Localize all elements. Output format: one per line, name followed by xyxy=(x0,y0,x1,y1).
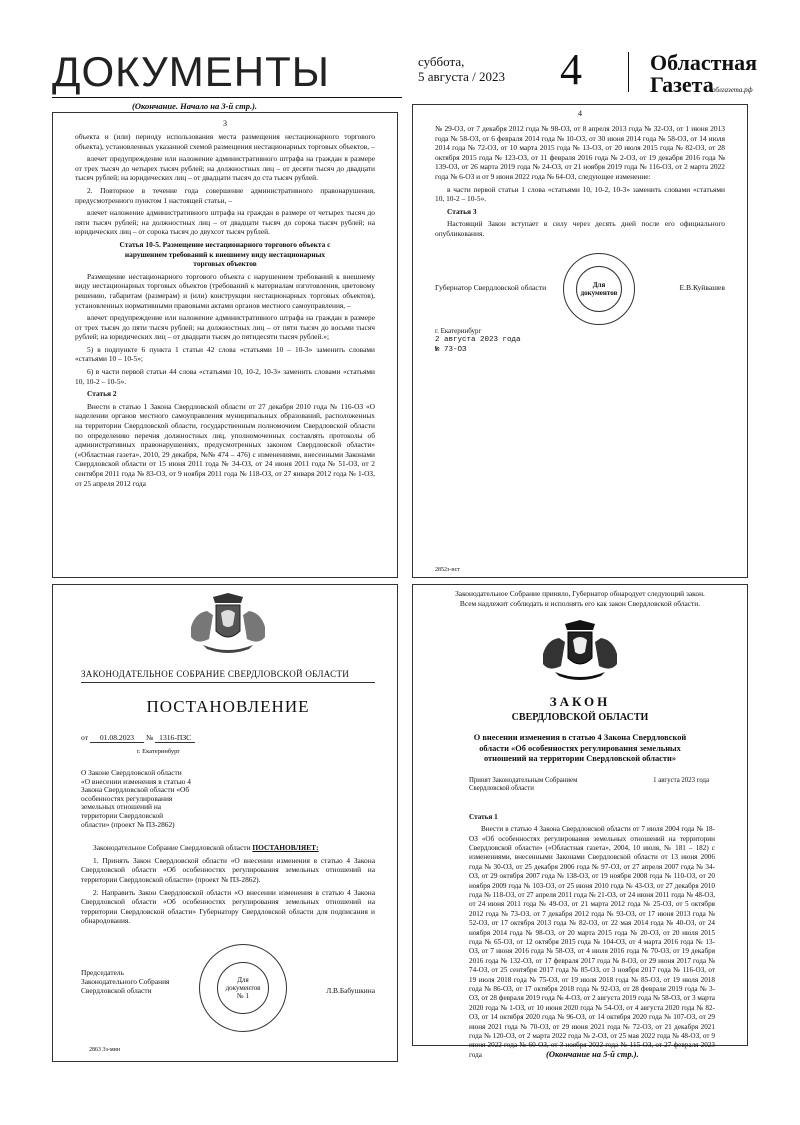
paragraph: 2. Повторное в течение года совершение административного правонарушения, предусмотренного пунктом 1 настоящей статьи, – xyxy=(75,185,375,205)
law-number: № 73-ОЗ xyxy=(435,345,467,354)
paragraph: 2. Направить Закон Свердловской области «О внесении изменения в статью 4 Закона Свердловской области «Об особенностях регулирования земельных отношений на территории Свердловской области» Губернатору Свердловской области для подписания и обнародования. xyxy=(81,887,375,926)
issue-date xyxy=(418,54,505,84)
stamp-text: Для xyxy=(237,975,249,984)
paragraph: 5) в подпункте 6 пункта 1 статьи 42 слова «статьями 10 – 10-3» заменить словами «статьями 10 – 10-5»; xyxy=(75,344,375,364)
stamp-center xyxy=(217,962,269,1014)
law-intro xyxy=(429,589,731,608)
paragraph: Внести в статью 1 Закона Свердловской области от 27 декабря 2010 года № 116-ОЗ «О наделении органов местного самоуправления муниципальных образований, расположенных на территории Свердловской области, государственным полномочием Свердловской области по определению перечня должностных лиц, уполномоченных составлять протоколы об административных правонарушениях, предусмотренных законом Свердловской области» («Областная газета», 2010, 29 декабря, №№ 474 – 476) с изменениями, внесенными Законами Свердловской области от 15 июня 2011 года № 34-ОЗ, от 24 июня 2011 года № 51-ОЗ, от 2 сентября 2011 года № 83-ОЗ, от 9 ноября 2011 года № 118-ОЗ, от 27 января 2012 года № 1-ОЗ, от 25 апреля 2012 года xyxy=(75,401,375,488)
official-stamp xyxy=(563,253,635,325)
resolution-city: г. Екатеринбург xyxy=(137,748,181,755)
document-title: ПОСТАНОВЛЕНИЕ xyxy=(146,697,310,716)
chair-title-line: Свердловской области xyxy=(81,985,152,995)
article-label: Статья 2 xyxy=(87,389,117,399)
chair-title xyxy=(81,968,169,995)
resolution-intro: Законодательное Собрание Свердловской области xyxy=(93,843,251,853)
governor-name: Е.В.Куйвашев xyxy=(679,282,725,292)
adopted-line: Принят Законодательным Собранием xyxy=(469,776,578,784)
stamp-text: Для xyxy=(592,280,606,289)
panel-text xyxy=(75,132,375,488)
article-label: Статья 1 xyxy=(469,812,498,821)
law-registration xyxy=(435,327,725,355)
header-divider xyxy=(628,52,629,92)
article-heading: Статья 10-5. Размещение нестационарного торгового объекта с нарушением требований к внешнему виду нестационарных торговых объектов xyxy=(119,239,331,269)
coat-of-arms-icon xyxy=(535,620,625,682)
law-date: 2 августа 2023 года xyxy=(435,335,521,344)
law-city: г. Екатеринбург xyxy=(435,326,482,335)
stamp-center xyxy=(576,266,622,312)
paragraph: влечет предупреждение или наложение административного штрафа на граждан в размере от трех тысяч до пяти тысяч рублей; на должностных лиц – от пяти тысяч до восьми тысяч рублей; на юридических лиц – от двадцати тысяч до пятидесяти тысяч рублей.»; xyxy=(75,313,375,342)
issue-date-text: 5 августа / 2023 xyxy=(418,69,505,84)
resolution-intro-bold: ПОСТАНОВЛЯЕТ: xyxy=(252,843,319,853)
governor-label: Губернатор Свердловской области xyxy=(435,282,547,292)
stamp-text: документов xyxy=(580,288,618,297)
paragraph: Настоящий Закон вступает в силу через десять дней после его официального опубликования. xyxy=(435,219,725,238)
number-label: № xyxy=(146,733,154,742)
article-label: Статья 3 xyxy=(447,206,477,216)
paragraph: влечет предупреждение или наложение административного штрафа на граждан в размере от трех тысяч до четырех тысяч рублей; на должностных лиц – от десяти тысяч до двадцати тысяч рублей; на юридических лиц – от двадцати тысяч до ста тысяч рублей. xyxy=(75,154,375,183)
governor-signature xyxy=(435,253,725,323)
coat-of-arms-emblem xyxy=(429,620,731,682)
paragraph: влечет наложение административного штрафа на граждан в размере от четырех тысяч до пяти тысяч рублей; на должностных лиц – от двадцати тысяч до сорока тысяч рублей; на юридических лиц – от сорока тысяч до двухсот тысяч рублей. xyxy=(75,208,375,237)
resolution-number: 1316-ПЗС xyxy=(155,733,195,743)
resolution-body xyxy=(81,843,375,926)
chair-signature xyxy=(81,944,375,1034)
resolution-subject: О Законе Свердловской области «О внесении изменения в статью 4 Закона Свердловской области «Об особенностях регулирования земельных отношений на территории Свердловской области» (проект № ПЗ-2862) xyxy=(81,768,191,829)
paper-site: облгазета.рф xyxy=(712,86,753,94)
issue-weekday: суббота, xyxy=(418,54,465,69)
adopted-date: 1 августа 2023 года xyxy=(653,776,709,784)
law-region: СВЕРДЛОВСКОЙ ОБЛАСТИ xyxy=(511,712,649,724)
stamp-text: № 1 xyxy=(237,991,249,1000)
law-body xyxy=(429,813,731,1061)
paragraph: № 29-ОЗ, от 7 декабря 2012 года № 98-ОЗ, от 8 апреля 2013 года № 32-ОЗ, от 1 июня 2013 года № 58-ОЗ, от 6 февраля 2014 года № 10-ОЗ, от 30 июня 2014 года № 58-ОЗ, от 14 июля 2014 года № 72-ОЗ, от 10 марта 2015 года № 13-ОЗ, от 20 июля 2015 года № 82-ОЗ, от 28 октября 2015 года № 123-ОЗ, от 11 февраля 2016 года № 2-ОЗ, от 19 декабря 2016 года № 139-ОЗ, от 26 марта 2019 года № 24-ОЗ, от 21 ноября 2019 года № 116-ОЗ, от 2 марта 2022 года № 6-ОЗ и от 9 июня 2022 года № 64-ОЗ, следующее изменение: xyxy=(435,124,725,181)
paragraph: объекта и (или) периоду использования места размещения нестационарного торгового объекта), установленных указанной схемой размещения нестационарных торговых объектов, – xyxy=(75,132,375,151)
paragraph xyxy=(81,843,375,853)
section-title: ДОКУМЕНТЫ xyxy=(52,48,330,95)
paper-logo-line2: Газета xyxy=(650,72,714,97)
paragraph: в части первой статьи 1 слова «статьями 10, 10-2, 10-3» заменить словами «статьями 10, 10-2 – 10-5». xyxy=(435,184,725,204)
coat-of-arms-emblem xyxy=(81,593,375,655)
paragraph: Размещение нестационарного торгового объекта с нарушением требований к внешнему виду нестационарных торговых объектов (требований к материалам изготовления, цветовому решению, габаритам (размерам) и (или) конструкции нестационарных торговых объектов), установленных нормативными правовыми актами органов местного самоуправления, – xyxy=(75,271,375,310)
law-intro-line: Всем надлежит соблюдать и исполнять его как закон Свердловской области. xyxy=(459,598,701,608)
paragraph: 1. Принять Закон Свердловской области «О внесении изменения в статью 4 Закона Свердловской области «Об особенностях регулирования земельных отношений на территории Свердловской области» (проект № ПЗ-2862). xyxy=(81,855,375,884)
official-stamp xyxy=(199,944,287,1032)
paragraph: 6) в части первой статьи 44 слова «статьями 10, 10-2, 10-3» заменить словами «статьями 10, 10-2 – 10-5». xyxy=(75,367,375,386)
panel-footer-code: 2852з-нст xyxy=(435,567,460,573)
chair-title-line: Председатель xyxy=(81,967,124,977)
chair-name: Л.В.Бабушкина xyxy=(326,985,375,995)
paragraph: Внести в статью 4 Закона Свердловской области от 7 июля 2004 года № 18-ОЗ «Об особенностях регулирования земельных отношений на территории Свердловской области» («Областная газета», 2004, 10 июля, № 181 – 182) с изменениями, внесенными Законами Свердловской области от 13 июня 2006 года № 30-ОЗ, от 25 декабря 2006 года № 97-ОЗ, от 27 апреля 2007 года № 34-ОЗ, от 29 октября 2007 года № 138-ОЗ, от 19 ноября 2008 года № 110-ОЗ, от 20 ноября 2009 года № 103-ОЗ, от 25 июня 2010 года № 43-ОЗ, от 27 декабря 2010 года № 118-ОЗ, от 27 апреля 2011 года № 21-ОЗ, от 24 июня 2011 года № 48-ОЗ, от 24 июня 2011 года № 49-ОЗ, от 21 марта 2012 года № 25-ОЗ, от 5 октября 2012 года № 73-ОЗ, от 7 декабря 2012 года № 93-ОЗ, от 17 июня 2013 года № 52-ОЗ, от 17 октября 2013 года № 82-ОЗ, от 22 мая 2014 года № 40-ОЗ, от 24 ноября 2014 года № 98-ОЗ, от 20 марта 2015 года № 20-ОЗ, от 20 июля 2015 года № 65-ОЗ, от 12 октября 2015 года № 104-ОЗ, от 4 марта 2016 года № 13-ОЗ, от 7 июня 2016 года № 58-ОЗ, от 4 июля 2016 года № 70-ОЗ, от 19 декабря 2016 года № 132-ОЗ, от 17 февраля 2017 года № 8-ОЗ, от 29 июня 2017 года № 74-ОЗ, от 25 сентября 2017 года № 85-ОЗ, от 3 ноября 2017 года № 116-ОЗ, от 19 июля 2018 года № 75-ОЗ, от 19 июля 2018 года № 85-ОЗ, от 19 июля 2018 года № 86-ОЗ, от 17 октября 2018 года № 92-ОЗ, от 28 февраля 2019 года № 3-ОЗ, от 28 февраля 2019 года № 4-ОЗ, от 2 августа 2019 года № 58-ОЗ, от 3 марта 2020 года № 1-ОЗ, от 10 июня 2020 года № 54-ОЗ, от 4 августа 2020 года № 82-ОЗ, от 14 октября 2020 года № 96-ОЗ, от 14 октября 2020 года № 107-ОЗ, от 29 июня 2021 года № 70-ОЗ, от 29 июня 2021 года № 72-ОЗ, от 21 декабря 2021 года № 120-ОЗ, от 2 марта 2022 года № 2-ОЗ, от 25 мая 2022 года № 48-ОЗ, от 9 июня 2022 года № 60-ОЗ, от 3 ноября 2022 года № 115-ОЗ, от 27 февраля 2023 года xyxy=(469,825,715,1059)
law-adoption xyxy=(429,777,731,799)
continuation-note: (Окончание. Начало на 3-й стр.). xyxy=(132,101,258,111)
resolution-date: 01.08.2023 xyxy=(90,733,144,743)
page-number: 4 xyxy=(560,45,582,94)
header-rule xyxy=(52,97,402,98)
law-subject: О внесении изменения в статью 4 Закона Свердловской области «Об особенностях регулирования земельных отношений на территории Свердловской области» xyxy=(473,733,687,764)
assembly-name: ЗАКОНОДАТЕЛЬНОЕ СОБРАНИЕ СВЕРДЛОВСКОЙ ОБЛАСТИ xyxy=(81,669,375,683)
stamp-text: документов xyxy=(225,983,261,992)
panel-page-number: 3 xyxy=(223,119,227,128)
law-intro-line: Законодательное Собрание приняло, Губернатор обнародует следующий закон. xyxy=(455,589,705,598)
document-panel-top-right xyxy=(412,104,748,578)
law-title: ЗАКОН xyxy=(549,694,611,710)
ending-note: (Окончание на 5-й стр.). xyxy=(546,1049,639,1059)
adopted-line: Свердловской области xyxy=(469,784,534,792)
paper-logo-line1: Областная xyxy=(650,50,758,75)
document-panel-top-left xyxy=(52,112,398,578)
document-panel-bottom-left xyxy=(52,584,398,1062)
panel-page-number: 4 xyxy=(578,109,582,118)
resolution-number-line xyxy=(81,733,375,742)
from-label: от xyxy=(81,733,89,742)
panel-text xyxy=(435,124,725,239)
chair-title-line: Законодательного Собрания xyxy=(81,976,170,986)
coat-of-arms-icon xyxy=(183,593,273,655)
panel-footer-code: 2863 3з-мин xyxy=(89,1047,121,1053)
